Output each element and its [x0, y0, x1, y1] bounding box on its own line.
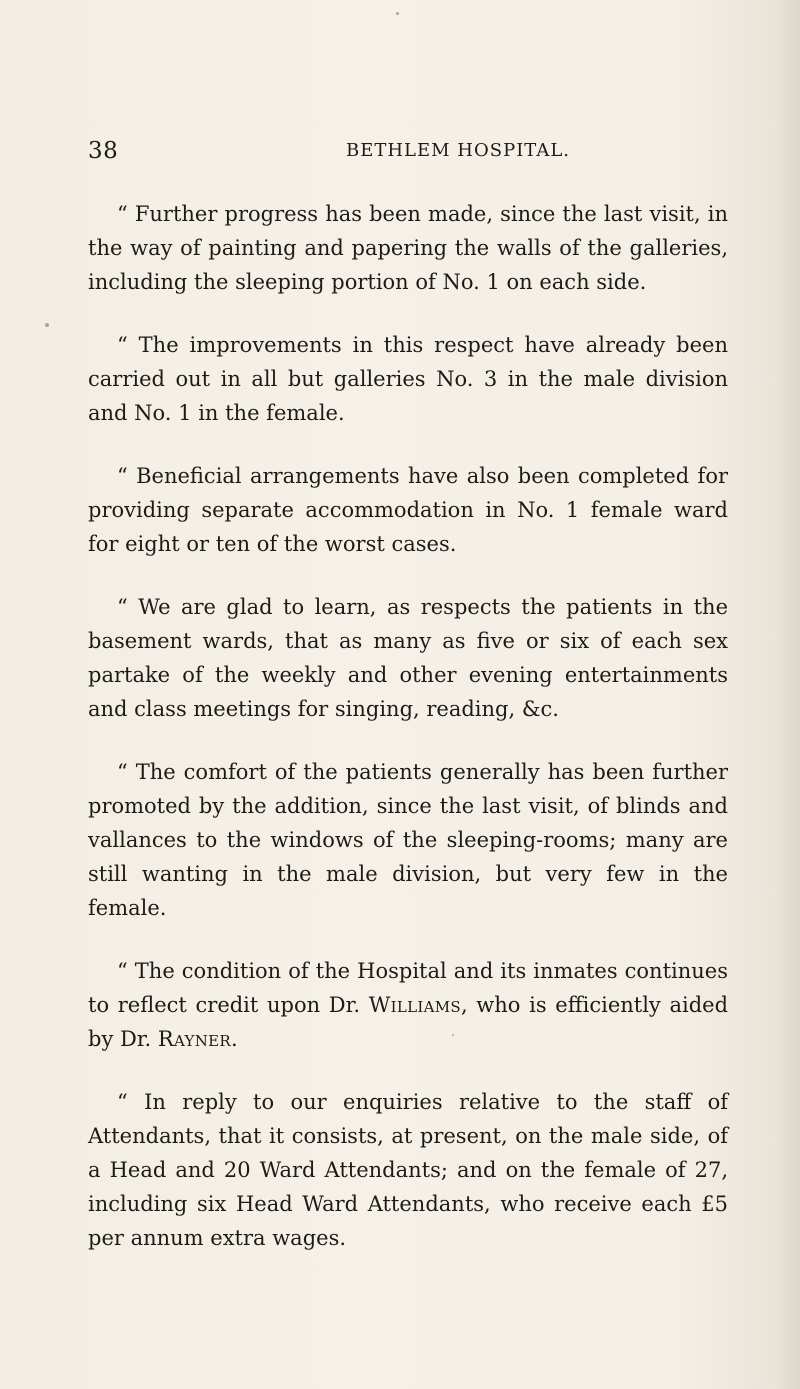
paper-speck [396, 12, 399, 15]
page-number: 38 [88, 138, 119, 164]
paragraph-basement-wards: “ We are glad to learn, as respects the patients in the basement wards, that as many as five or six of each sex partake of the weekly and other evening entertainments and class meetings for singing, reading, &c. [88, 595, 728, 721]
paragraph-attendants-staff: “ In reply to our enquiries relative to the staff of Attendants, that it consists, at present, on the male side, of a Head and 20 Ward Attendants; and on the female of 27, including six Head Ward Attendants, who receive each £5 per annum extra wages. [88, 1090, 728, 1250]
running-head: BETHLEM HOSPITAL. [345, 140, 571, 161]
person-name-williams: Williams [368, 993, 461, 1017]
paragraph-text-segment: . [231, 1027, 238, 1051]
paragraph-text-segment: “ The condition of the Hospital and its inmates continues to reflect credit upon Dr. [88, 959, 728, 1017]
body-text [88, 197, 728, 1284]
person-name-rayner: Rayner [157, 1027, 232, 1051]
paragraph-hospital-condition [88, 954, 728, 1056]
paragraph-blinds-and-vallances: “ The comfort of the patients generally has been further promoted by the addition, since the last visit, of blinds and vallances to the windows of the sleeping-rooms; many are still wanting in the male division, but very few in the female. [88, 760, 728, 920]
paragraph-improvements: “ The improvements in this respect have already been carried out in all but galleries No. 3 in the male division and No. 1 in the female. [88, 333, 728, 425]
paragraph-galleries-painting: “ Further progress has been made, since the last visit, in the way of painting and papering the walls of the galleries, including the sleeping portion of No. 1 on each side. [88, 202, 728, 294]
page-header [88, 136, 728, 166]
paragraph-text-segment: , who is efficiently aided by Dr. [88, 993, 729, 1051]
paper-speck [45, 323, 49, 327]
paragraph-separate-accommodation: “ Beneficial arrangements have also been completed for providing separate accommodation in No. 1 female ward for eight or ten of the worst cases. [88, 464, 728, 556]
paper-speck [452, 1034, 454, 1036]
